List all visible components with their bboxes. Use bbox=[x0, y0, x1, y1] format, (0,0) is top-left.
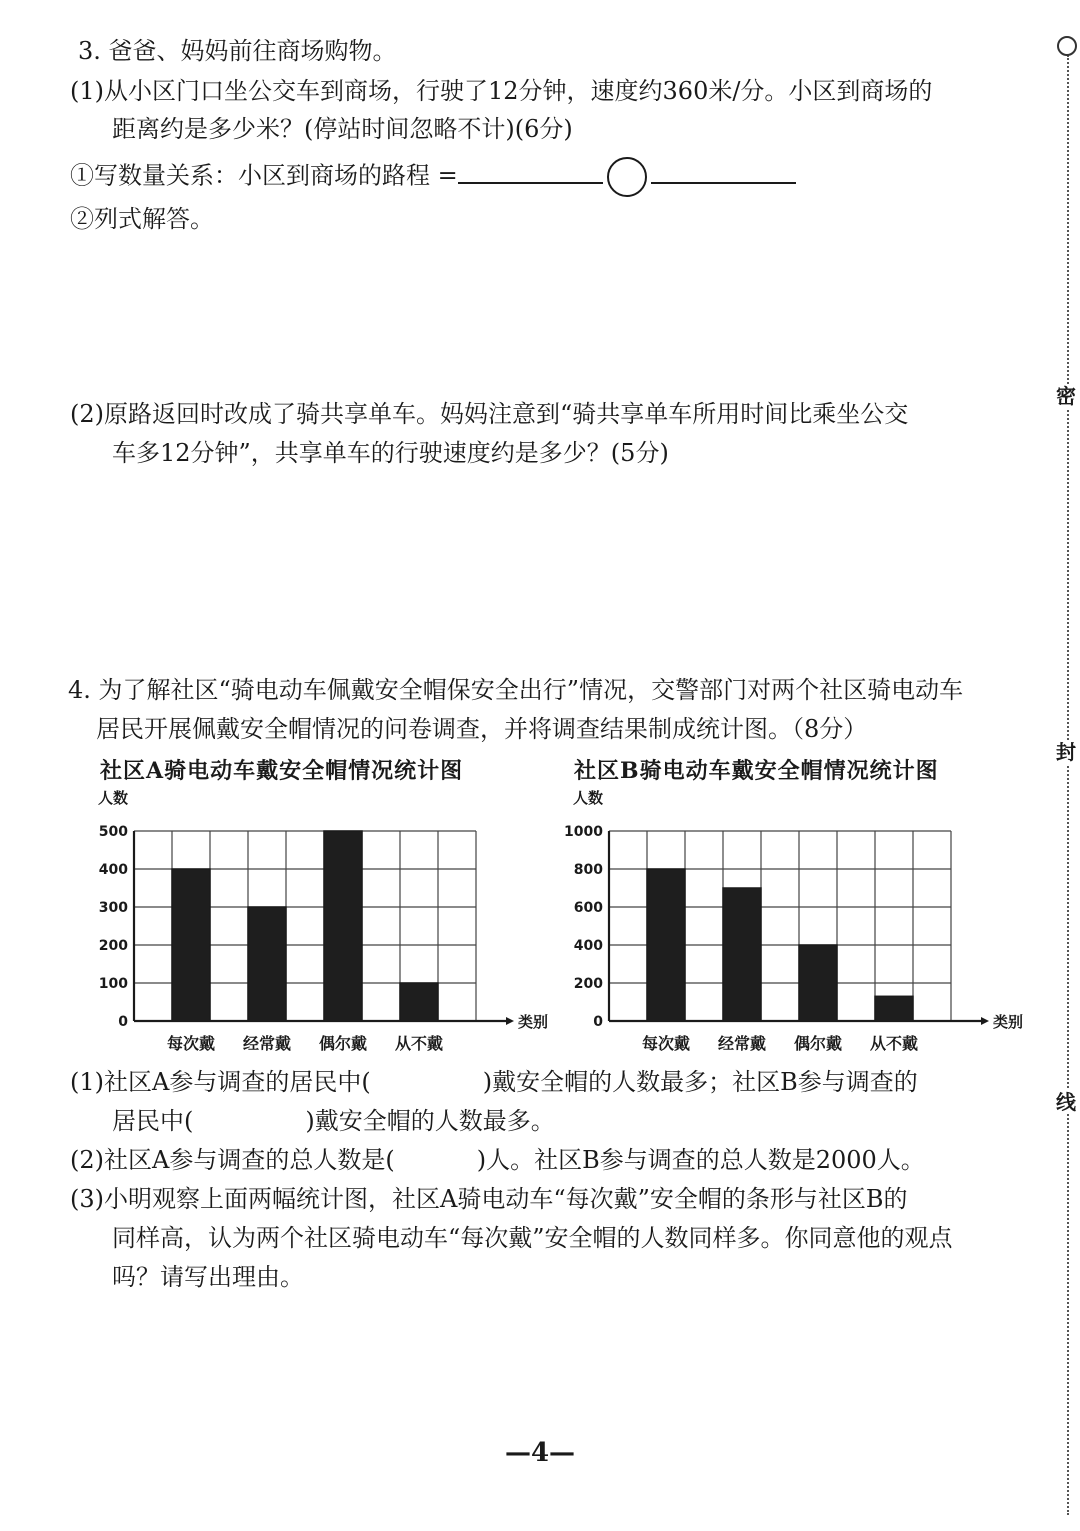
x-tick-label: 经常戴 bbox=[242, 1034, 292, 1053]
q3-step1-text: ①写数量关系：小区到商场的路程 = bbox=[70, 161, 458, 190]
page-number: —4— bbox=[504, 1438, 576, 1468]
q4-sub1-line1 bbox=[70, 1065, 918, 1099]
bar bbox=[172, 869, 210, 1021]
q3-part2-line2: 车多12分钟”，共享单车的行驶速度约是多少？(5分) bbox=[112, 439, 669, 467]
binding-hole bbox=[1057, 36, 1077, 56]
bar bbox=[647, 869, 685, 1021]
binding-dotted-line bbox=[1067, 55, 1069, 1515]
x-tick-label: 每次戴 bbox=[166, 1034, 216, 1053]
y-tick-label: 300 bbox=[98, 900, 128, 916]
bar bbox=[723, 888, 761, 1021]
q4-sub3-line3: 吗？请写出理由。 bbox=[112, 1263, 304, 1291]
y-tick-label: 0 bbox=[118, 1014, 128, 1030]
x-tick-label: 经常戴 bbox=[717, 1034, 767, 1053]
q3-part1-line1: (1)从小区门口坐公交车到商场，行驶了12分钟，速度约360米/分。小区到商场的 bbox=[70, 77, 933, 105]
y-tick-label: 200 bbox=[573, 976, 603, 992]
q4-sub1-text-a: (1)社区A参与调查的居民中( bbox=[70, 1068, 371, 1096]
y-tick-label: 500 bbox=[98, 824, 128, 840]
bar bbox=[875, 996, 913, 1021]
answer-blank[interactable] bbox=[651, 158, 796, 184]
x-tick-label: 每次戴 bbox=[641, 1034, 691, 1053]
q4-title-line1: 4. 为了解社区“骑电动车佩戴安全帽保安全出行”情况，交警部门对两个社区骑电动车 bbox=[68, 676, 964, 704]
q3-part1-line2: 距离约是多少米？(停站时间忽略不计)(6分) bbox=[112, 115, 573, 143]
x-axis-arrow bbox=[506, 1017, 514, 1025]
q4-title-line2: 居民开展佩戴安全帽情况的问卷调查，并将调查结果制成统计图。（8分） bbox=[96, 715, 868, 743]
chart-b bbox=[564, 785, 1024, 1060]
margin-char-mi: 密 bbox=[1056, 384, 1076, 408]
chart-a-title: 社区A骑电动车戴安全帽情况统计图 bbox=[100, 758, 464, 784]
q4-sub2-text-a: (2)社区A参与调查的总人数是( bbox=[70, 1146, 395, 1174]
y-tick-label: 200 bbox=[98, 938, 128, 954]
q4-sub1-text-b: )戴安全帽的人数最多；社区B参与调查的 bbox=[482, 1068, 918, 1096]
q4-sub1-text-d: )戴安全帽的人数最多。 bbox=[305, 1107, 555, 1135]
x-tick-label: 偶尔戴 bbox=[318, 1034, 368, 1053]
q3-part2-line1: (2)原路返回时改成了骑共享单车。妈妈注意到“骑共享单车所用时间比乘坐公交 bbox=[70, 400, 909, 428]
bar bbox=[324, 831, 362, 1021]
chart-a bbox=[90, 785, 549, 1060]
q4-sub1-text-c: 居民中( bbox=[112, 1107, 194, 1135]
operator-circle[interactable] bbox=[607, 157, 647, 197]
margin-char-xian: 线 bbox=[1056, 1090, 1076, 1114]
q3-step2: ②列式解答。 bbox=[70, 205, 214, 233]
y-tick-label: 800 bbox=[573, 862, 603, 878]
bar bbox=[799, 945, 837, 1021]
margin-char-feng: 封 bbox=[1056, 740, 1076, 764]
q4-sub3-line1: (3)小明观察上面两幅统计图，社区A骑电动车“每次戴”安全帽的条形与社区B的 bbox=[70, 1185, 908, 1213]
y-axis-label: 人数 bbox=[573, 789, 604, 807]
q4-sub3-line2: 同样高，认为两个社区骑电动车“每次戴”安全帽的人数同样多。你同意他的观点 bbox=[112, 1224, 953, 1252]
y-tick-label: 400 bbox=[98, 862, 128, 878]
x-axis-arrow bbox=[981, 1017, 989, 1025]
q4-sub2-text-b: )人。社区B参与调查的总人数是2000人。 bbox=[476, 1146, 925, 1174]
x-tick-label: 从不戴 bbox=[869, 1034, 919, 1053]
y-tick-label: 0 bbox=[593, 1014, 603, 1030]
chart-b-title: 社区B骑电动车戴安全帽情况统计图 bbox=[574, 758, 939, 784]
q4-sub1-line2 bbox=[112, 1104, 555, 1138]
y-axis-label: 人数 bbox=[98, 789, 129, 807]
y-tick-label: 1000 bbox=[564, 824, 603, 840]
y-tick-label: 400 bbox=[573, 938, 603, 954]
answer-blank[interactable] bbox=[458, 158, 603, 184]
q3-step1 bbox=[70, 157, 796, 197]
x-axis-label: 类别 bbox=[993, 1013, 1024, 1031]
q3-title: 3. 爸爸、妈妈前往商场购物。 bbox=[78, 37, 397, 65]
bar bbox=[248, 907, 286, 1021]
x-axis-label: 类别 bbox=[518, 1013, 549, 1031]
x-tick-label: 偶尔戴 bbox=[793, 1034, 843, 1053]
q4-sub2 bbox=[70, 1143, 925, 1177]
y-tick-label: 600 bbox=[573, 900, 603, 916]
bar bbox=[400, 983, 438, 1021]
y-tick-label: 100 bbox=[98, 976, 128, 992]
x-tick-label: 从不戴 bbox=[394, 1034, 444, 1053]
